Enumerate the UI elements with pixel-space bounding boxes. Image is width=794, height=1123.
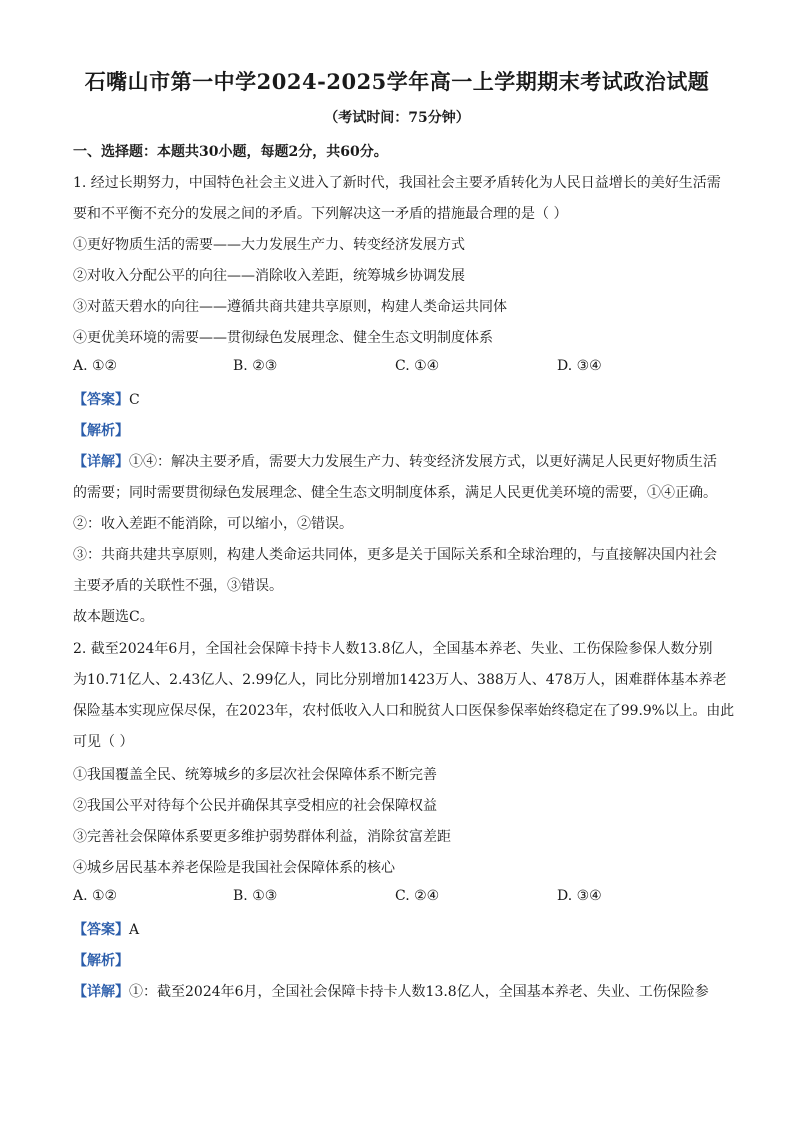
q2-stem-line-2: 为10.71亿人、2.43亿人、2.99亿人，同比分别增加1423万人、388万人、478万人，困难群体基本养老 — [73, 672, 727, 688]
q1-detail-line-1 — [73, 451, 717, 471]
q2-detail-line-1 — [73, 981, 709, 1001]
q1-option-c: C. ①④ — [395, 358, 440, 374]
q1-detail-line-5: 主要矛盾的关联性不强，③错误。 — [73, 578, 283, 594]
q1-item-2: ②对收入分配公平的向往——消除收入差距，统筹城乡协调发展 — [73, 268, 465, 284]
q2-item-4: ④城乡居民基本养老保险是我国社会保障体系的核心 — [73, 860, 395, 876]
q1-item-3: ③对蓝天碧水的向往——遵循共商共建共享原则，构建人类命运共同体 — [73, 299, 507, 315]
detail-tag: 【详解】 — [73, 454, 129, 470]
q2-stem-line-4: 可见（ ） — [73, 734, 134, 750]
q2-item-3: ③完善社会保障体系要更多维护弱势群体利益，消除贫富差距 — [73, 829, 451, 845]
q1-analysis-label — [73, 420, 129, 440]
analysis-tag: 【解析】 — [73, 423, 129, 439]
answer-value: A — [129, 922, 140, 938]
answer-tag: 【答案】 — [73, 392, 129, 408]
q1-option-b: B. ②③ — [233, 358, 278, 374]
detail-text: ①：截至2024年6月，全国社会保障卡持卡人数13.8亿人，全国基本养老、失业、工伤保险参 — [129, 984, 709, 1000]
detail-tag: 【详解】 — [73, 984, 129, 1000]
answer-value: C — [129, 392, 140, 408]
q1-answer — [73, 389, 140, 409]
q1-item-1: ①更好物质生活的需要——大力发展生产力、转变经济发展方式 — [73, 237, 465, 253]
exam-duration: （考试时间：75分钟） — [324, 110, 470, 126]
q1-conclusion: 故本题选C。 — [73, 609, 154, 625]
q2-stem-line-1: 2. 截至2024年6月，全国社会保障卡持卡人数13.8亿人，全国基本养老、失业、工伤保险参保人数分别 — [73, 641, 713, 657]
q1-option-a: A. ①② — [73, 358, 118, 374]
detail-text: ①④：解决主要矛盾，需要大力发展生产力、转变经济发展方式，以更好满足人民更好物质生活 — [129, 454, 717, 470]
q1-option-d: D. ③④ — [557, 358, 602, 374]
answer-tag: 【答案】 — [73, 922, 129, 938]
q1-stem-line-1: 1. 经过长期努力，中国特色社会主义进入了新时代，我国社会主要矛盾转化为人民日益增长的美好生活需 — [73, 175, 721, 191]
section-heading: 一、选择题：本题共30小题，每题2分，共60分。 — [73, 144, 388, 160]
q2-analysis-label — [73, 950, 129, 970]
q1-detail-line-2: 的需要；同时需要贯彻绿色发展理念、健全生态文明制度体系，满足人民更优美环境的需要，①④正确。 — [73, 485, 717, 501]
q1-detail-line-3: ②：收入差距不能消除，可以缩小，②错误。 — [73, 516, 353, 532]
q2-item-2: ②我国公平对待每个公民并确保其享受相应的社会保障权益 — [73, 798, 437, 814]
q2-option-d: D. ③④ — [557, 888, 602, 904]
q2-option-c: C. ②④ — [395, 888, 440, 904]
q1-detail-line-4: ③：共商共建共享原则，构建人类命运共同体，更多是关于国际关系和全球治理的，与直接解决国内社会 — [73, 547, 717, 563]
q2-answer — [73, 919, 139, 939]
q2-option-b: B. ①③ — [233, 888, 278, 904]
q1-stem-line-2: 要和不平衡不充分的发展之间的矛盾。下列解决这一矛盾的措施最合理的是（ ） — [73, 206, 568, 222]
q2-stem-line-3: 保险基本实现应保尽保，在2023年，农村低收入人口和脱贫人口医保参保率始终稳定在了99.9%以上。由此 — [73, 703, 735, 719]
q1-item-4: ④更优美环境的需要——贯彻绿色发展理念、健全生态文明制度体系 — [73, 330, 493, 346]
analysis-tag: 【解析】 — [73, 953, 129, 969]
q2-option-a: A. ①② — [73, 888, 118, 904]
q2-item-1: ①我国覆盖全民、统筹城乡的多层次社会保障体系不断完善 — [73, 767, 437, 783]
page-title: 石嘴山市第一中学2024-2025学年高一上学期期末考试政治试题 — [84, 69, 710, 94]
